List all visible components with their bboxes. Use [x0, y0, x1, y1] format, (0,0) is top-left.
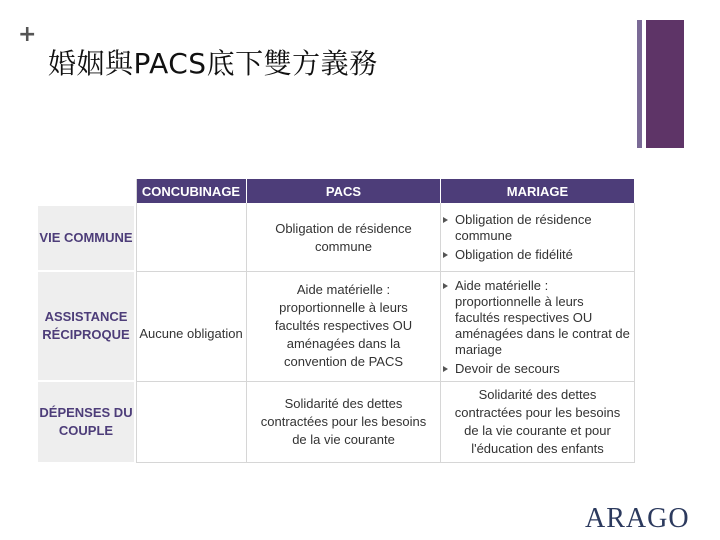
cell-pacs-depenses: Solidarité des dettes contractées pour les besoins de la vie courante: [247, 382, 440, 462]
grid-line: [246, 203, 247, 463]
decor-bar-thin: [637, 20, 642, 148]
cell-pacs-vie-commune: Obligation de résidence commune: [247, 206, 440, 270]
cell-concubinage: Aucune obligation: [136, 206, 246, 462]
cell-mariage-depenses: Solidarité des dettes contractées pour les besoins de la vie courante et pour l'éducation des enfants: [441, 382, 634, 462]
grid-line: [136, 462, 634, 463]
grid-line: [634, 203, 635, 463]
decor-bar-wide: [646, 20, 684, 148]
list-item: [443, 247, 631, 263]
list-item-text: Obligation de fidélité: [455, 247, 573, 262]
cell-mariage-assistance: [443, 278, 631, 380]
arago-logo: ARAGO: [585, 503, 690, 534]
list-item-text: Obligation de résidence commune: [455, 212, 592, 243]
list-item: [443, 212, 631, 244]
row-label-assistance: ASSISTANCE RÉCIPROQUE: [38, 272, 134, 380]
bullet-arrow-icon: [443, 252, 448, 258]
row-label-depenses: DÉPENSES DU COUPLE: [38, 382, 134, 462]
slide-title: 婚姻與PACS底下雙方義務: [48, 47, 378, 80]
header-pacs: PACS: [247, 179, 440, 203]
bullet-arrow-icon: [443, 217, 448, 223]
bullet-arrow-icon: [443, 366, 448, 372]
row-label-vie-commune: VIE COMMUNE: [38, 206, 134, 270]
list-item: [443, 361, 631, 377]
grid-line: [136, 381, 634, 382]
bullet-arrow-icon: [443, 283, 448, 289]
grid-line: [136, 179, 137, 463]
cell-pacs-assistance: Aide matérielle : proportionnelle à leurs facultés respectives OU aménagées dans la convention de PACS: [247, 272, 440, 380]
header-mariage: MARIAGE: [441, 179, 634, 203]
header-concubinage: CONCUBINAGE: [136, 179, 246, 203]
plus-icon: +: [18, 22, 37, 47]
list-item: [443, 278, 631, 358]
grid-line: [440, 203, 441, 463]
grid-line: [136, 271, 634, 272]
list-item-text: Aide matérielle : proportionnelle à leurs facultés respectives OU aménagées dans le contrat de mariage: [455, 278, 630, 357]
cell-mariage-vie-commune: [443, 212, 631, 266]
list-item-text: Devoir de secours: [455, 361, 560, 376]
